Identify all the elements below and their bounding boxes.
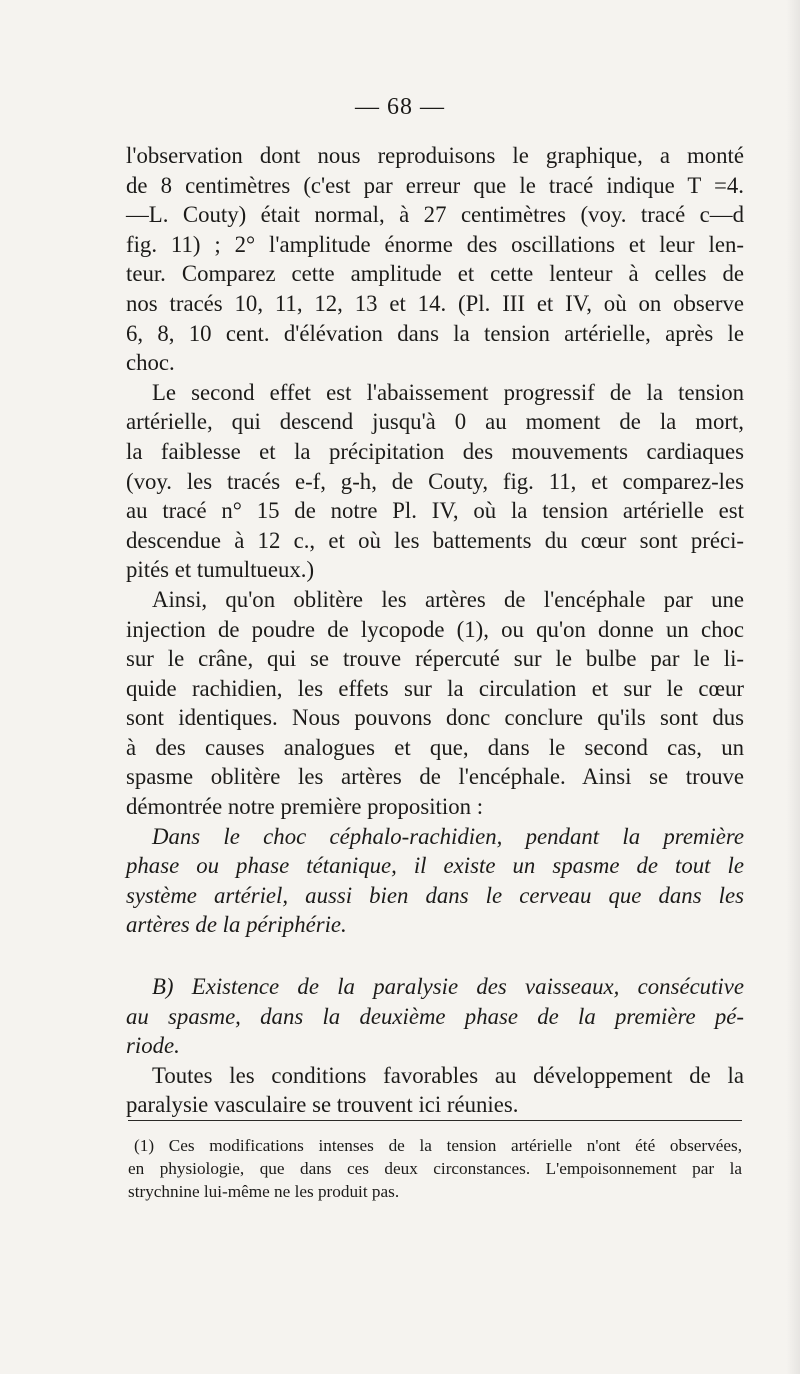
text-line: au tracé n° 15 de notre Pl. IV, où la tension artérielle est xyxy=(126,498,744,524)
footnote-separator xyxy=(128,1120,742,1121)
section-heading-line: B) Existence de la paralysie des vaisseaux, consécutive xyxy=(152,974,744,1000)
footnote-line: (1) Ces modifications intenses de la tension artérielle n'ont été observées, xyxy=(134,1136,742,1155)
text-line: l'observation dont nous reproduisons le graphique, a monté xyxy=(126,143,744,168)
text-line: spasme oblitère les artères de l'encéphale. Ainsi se trouve xyxy=(126,764,744,790)
text-line: quide rachidien, les effets sur la circulation et sur le cœur xyxy=(126,675,744,701)
text-line: démontrée notre première proposition : xyxy=(126,794,484,820)
text-line: sont identiques. Nous pouvons donc conclure qu'ils sont dus xyxy=(126,705,744,731)
footnote-line: en physiologie, que dans ces deux circonstances. L'empoisonnement par la xyxy=(128,1159,742,1178)
text-line: de 8 centimètres (c'est par erreur que le tracé indique T =4. xyxy=(126,172,744,198)
text-line: Toutes les conditions favorables au développement de la xyxy=(152,1062,744,1088)
text-line: fig. 11) ; 2° l'amplitude énorme des oscillations et leur len- xyxy=(126,231,744,257)
text-line: 6, 8, 10 cent. d'élévation dans la tension artérielle, après le xyxy=(126,320,744,346)
text-line: injection de poudre de lycopode (1), ou qu'on donne un choc xyxy=(126,616,744,642)
text-line: nos tracés 10, 11, 12, 13 et 14. (Pl. III et IV, où on observe xyxy=(126,290,744,316)
text-line: artérielle, qui descend jusqu'à 0 au moment de la mort, xyxy=(126,409,744,435)
footnote xyxy=(128,1134,742,1203)
conclusion-line: phase ou phase tétanique, il existe un spasme de tout le xyxy=(126,853,744,879)
page-edge-shadow xyxy=(786,0,800,1374)
page-number: — 68 — xyxy=(355,94,445,120)
section-heading-line: au spasme, dans la deuxième phase de la première pé- xyxy=(126,1003,744,1029)
body-text xyxy=(126,141,744,1120)
text-line: sur le crâne, qui se trouve répercuté sur le bulbe par le li- xyxy=(126,646,744,672)
text-line: Le second effet est l'abaissement progressif de la tension xyxy=(152,379,744,405)
text-line: choc. xyxy=(126,350,175,376)
text-line: la faiblesse et la précipitation des mouvements cardiaques xyxy=(126,438,744,464)
text-line: Ainsi, qu'on oblitère les artères de l'encéphale par une xyxy=(152,586,744,612)
text-line: pités et tumultueux.) xyxy=(126,557,315,583)
text-line: teur. Comparez cette amplitude et cette lenteur à celles de xyxy=(126,261,744,287)
footnote-line: strychnine lui-même ne les produit pas. xyxy=(128,1182,400,1201)
text-line: (voy. les tracés e-f, g-h, de Couty, fig. 11, et comparez-les xyxy=(126,468,744,494)
section-heading-line: riode. xyxy=(126,1033,180,1059)
text-line: descendue à 12 c., et où les battements du cœur sont préci- xyxy=(126,527,744,553)
text-line: à des causes analogues et que, dans le second cas, un xyxy=(126,734,744,760)
text-line: paralysie vasculaire se trouvent ici réunies. xyxy=(126,1092,519,1118)
conclusion-line: Dans le choc céphalo-rachidien, pendant la première xyxy=(152,823,744,849)
text-line: —L. Couty) était normal, à 27 centimètres (voy. tracé c—d xyxy=(126,202,744,228)
conclusion-line: système artériel, aussi bien dans le cerveau que dans les xyxy=(126,882,744,908)
conclusion-line: artères de la périphérie. xyxy=(126,912,347,938)
section-gap xyxy=(126,940,744,972)
